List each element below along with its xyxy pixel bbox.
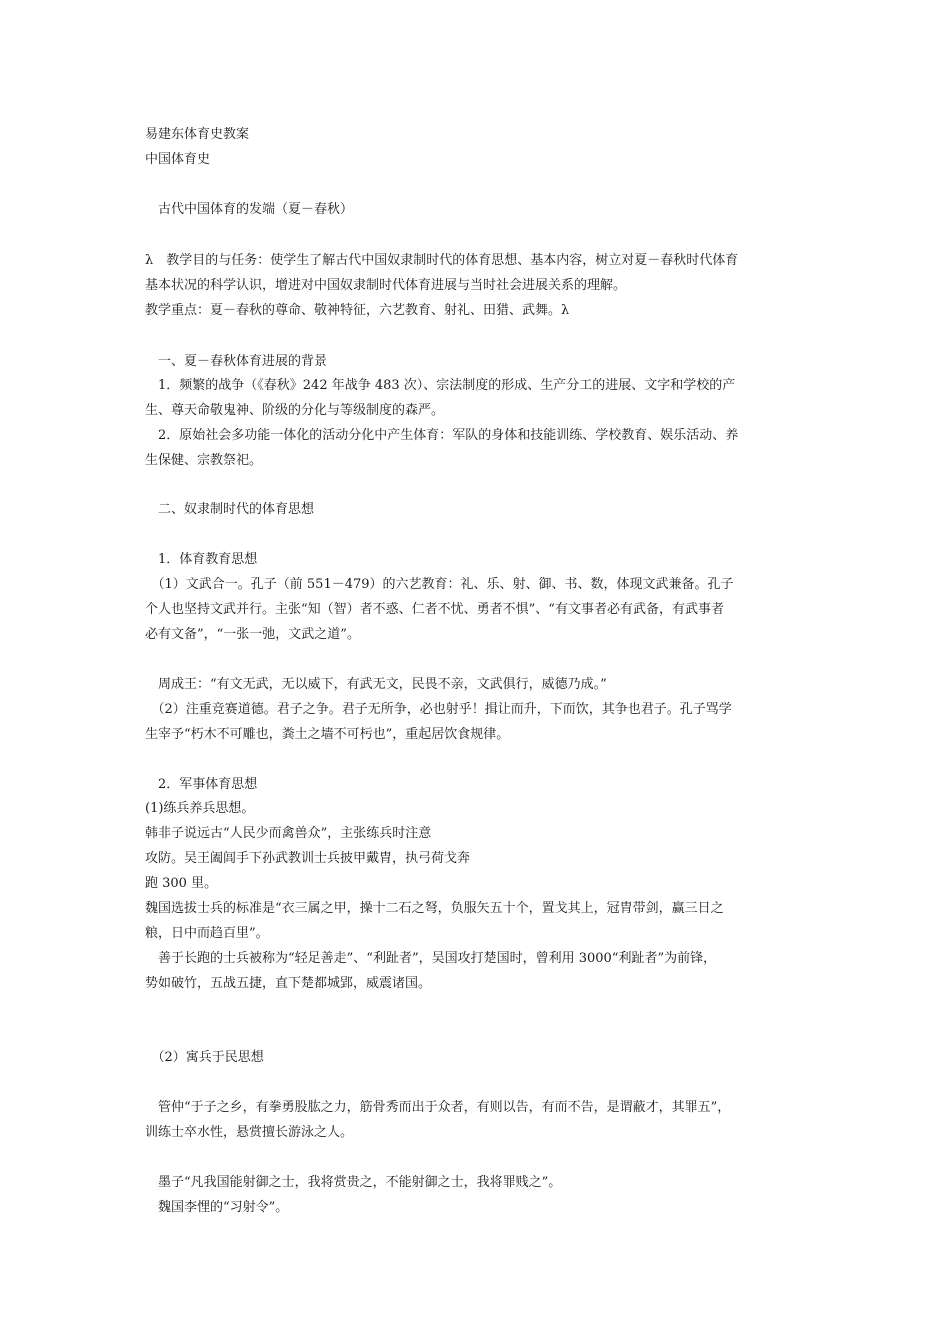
objectives-line-1: λ 教学目的与任务：使学生了解古代中国奴隶制时代的体育思想、基本内容，树立对夏－春秋时代体育: [145, 253, 739, 268]
section-1-para-1-line-1: 1．频繁的战争（《春秋》242 年战争 483 次）、宗法制度的形成、生产分工的进展、文字和学校的产: [145, 378, 736, 393]
guanzhong-line-2: 训练士卒水性，悬赏擅长游泳之人。: [145, 1125, 354, 1140]
military-runners-line-1: 善于长跑的士兵被称为“轻足善走”、“利趾者”，吴国攻打楚国时，曾利用 3000“利趾者”为前锋，: [145, 951, 717, 966]
chapter-title: 古代中国体育的发端（夏－春秋）: [158, 202, 354, 217]
education-para-1-line-3: 必有文备”，“一张一弛，文武之道”。: [145, 627, 360, 642]
education-para-2-line-2: 生宰予“朽木不可雕也，粪土之墙不可杇也”，重起居饮食规律。: [145, 727, 510, 742]
military-item-1: (1)练兵养兵思想。: [145, 801, 255, 816]
mozi-line: 墨子“凡我国能射御之士，我将赏贵之，不能射御之士，我将罪贱之”。: [145, 1175, 562, 1190]
likui-line: 魏国李悝的“习射令”。: [145, 1200, 289, 1215]
objectives-line-2: 基本状况的科学认识，增进对中国奴隶制时代体育进展与当时社会进展关系的理解。: [145, 278, 627, 293]
military-line-300li: 跑 300 里。: [145, 876, 218, 891]
guanzhong-line-1: 管仲“于子之乡，有拳勇股肱之力，筋骨秀而出于众者，有则以告，有而不告，是谓蔽才，其罪五”，: [145, 1100, 731, 1115]
education-quote-zhou: 周成王：“有文无武，无以威下，有武无文，民畏不亲，文武俱行，威德乃成。”: [145, 677, 607, 692]
section-2-heading: 二、奴隶制时代的体育思想: [145, 502, 315, 517]
military-runners-line-2: 势如破竹，五战五捷，直下楚都城郢，威震诸国。: [145, 976, 432, 991]
subsection-military-heading: 2．军事体育思想: [145, 777, 258, 792]
section-1-para-2-line-2: 生保健、宗教祭祀。: [145, 453, 263, 468]
military-wei-line-1: 魏国选拔士兵的标准是“衣三属之甲，操十二石之弩，负服矢五十个，置戈其上，冠胄带剑，赢三日之: [145, 901, 724, 916]
military-line-sunwu: 攻防。吴王阖闾手下孙武教训士兵披甲戴胄，执弓荷戈奔: [145, 851, 471, 866]
section-1-para-2-line-1: 2．原始社会多功能一体化的活动分化中产生体育：军队的身体和技能训练、学校教育、娱乐活动、养: [145, 428, 739, 443]
education-para-1-line-2: 个人也坚持文武并行。主张“知（智）者不惑、仁者不忧、勇者不惧”、“有文事者必有武备，有武事者: [145, 602, 724, 617]
section-1-heading: 一、夏－春秋体育进展的背景: [145, 354, 328, 369]
education-para-2-line-1: （2）注重竞赛道德。君子之争。君子无所争，必也射乎！揖让而升，下而饮，其争也君子。孔子骂学: [145, 702, 732, 717]
section-1-para-1-line-2: 生、尊天命敬鬼神、阶级的分化与等级制度的森严。: [145, 403, 445, 418]
subsection-civilian-heading: （2）寓兵于民思想: [145, 1050, 264, 1065]
document-author-title: 易建东体育史教案: [145, 127, 250, 142]
military-line-hanfei: 韩非子说远古“人民少而禽兽众”，主张练兵时注意: [145, 826, 432, 841]
course-title: 中国体育史: [145, 152, 211, 167]
key-points: 教学重点：夏－春秋的尊命、敬神特征，六艺教育、射礼、田猎、武舞。λ: [145, 303, 570, 318]
subsection-education-heading: 1．体育教育思想: [145, 552, 258, 567]
education-para-1-line-1: （1）文武合一。孔子（前 551－479）的六艺教育：礼、乐、射、御、书、数，体现文武兼备。孔子: [145, 577, 734, 592]
military-wei-line-2: 粮，日中而趋百里”。: [145, 926, 269, 941]
